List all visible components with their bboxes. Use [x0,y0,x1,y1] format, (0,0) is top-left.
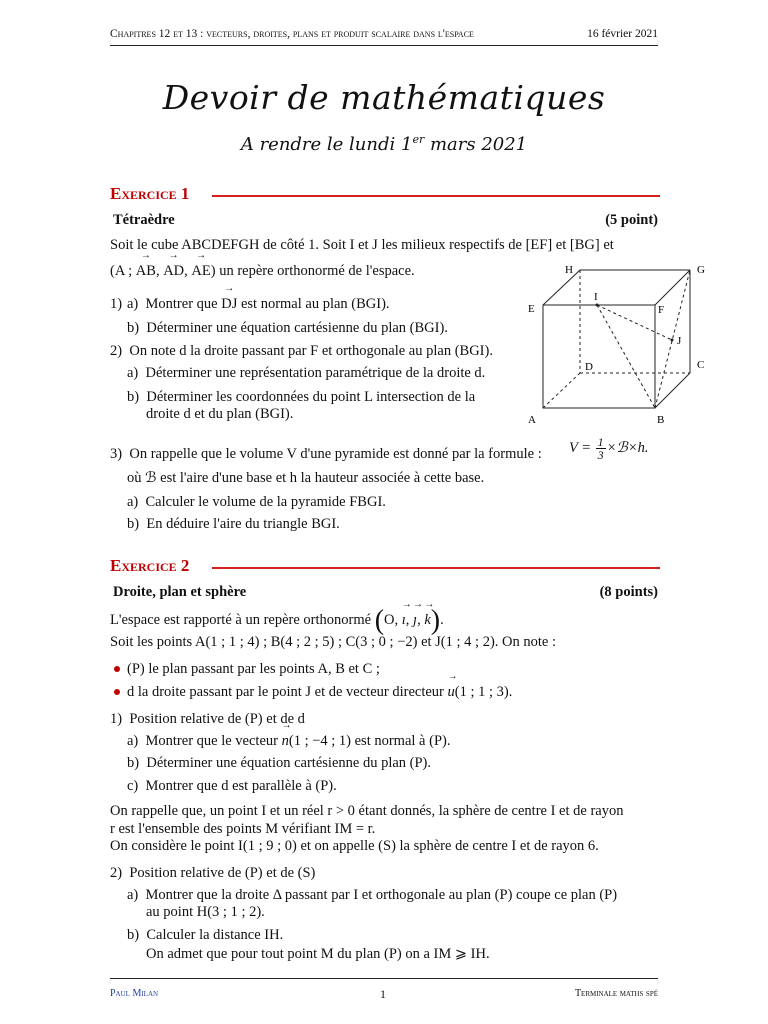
footer-author: Paul Milan [110,988,159,999]
ex1-q1b [127,319,448,337]
ex1-q2-number: 2) [110,343,123,359]
ex2-q1c [127,777,337,795]
ex1-q3-text: On rappelle que le volume V d'une pyramide est donné par la formule : [129,446,542,462]
exercise-1-heading: Exercice 1 [110,184,190,203]
ex2-bullet-1: (P) le plan passant par les points A, B et C ; [127,661,380,677]
ex2-q1a-label: a) [127,733,139,749]
ex2-q2-number: 2) [110,865,123,881]
ex2-q2a-line-2: au point H(3 ; 1 ; 2). [146,904,265,920]
formula-numerator: 1 [597,435,604,449]
page-subtitle [0,128,768,157]
paren-close: ) [430,605,441,636]
ex2-q2 [110,864,315,882]
vector-ad: → AD [163,262,184,280]
ex2-q2-text: Position relative de (P) et de (S) [129,865,316,881]
cube-label-i: I [594,291,598,303]
cube-label-e: E [528,303,535,315]
ex2-q2b-line-2: On admet que pour tout point M du plan (P) on a IM ⩾ IH. [146,946,490,962]
ex1-intro-frame-close: ) un repère orthonormé de l'espace. [210,263,415,279]
formula-v: V = [569,439,592,456]
cube-label-c: C [697,359,705,371]
exercise-1-topic: Tétraèdre [113,212,175,228]
ex2-bullet-2-text: d la droite passant par le point J et de vecteur directeur [127,684,444,700]
paren-open: ( [374,605,385,636]
ex1-q2b [127,388,475,406]
ex1-q3b [127,515,340,533]
subtitle-sup: er [412,133,425,146]
ex2-q1b [127,754,431,772]
ex2-q1a-post: (1 ; −4 ; 1) est normal à (P). [288,733,451,749]
running-header-chapter: Chapitres 12 et 13 : vecteurs, droites, plans et produit scalaire dans l'espace [110,28,474,40]
ex2-q1a-pre: Montrer que le vecteur [145,733,278,749]
ex2-intro-line-2: Soit les points A(1 ; 1 ; 4) ; B(4 ; 2 ; 5) ; C(3 ; 0 ; −2) et J(1 ; 4 ; 2). On note : [110,634,556,650]
bullet-2-marker [114,689,120,695]
ex1-q1b-label: b) [127,320,140,336]
ex1-q1-number: 1) [110,296,123,312]
exercise-2-rule [212,567,660,569]
exercise-2-topic: Droite, plan et sphère [113,584,247,600]
ex1-intro-line-1: Soit le cube ABCDEFGH de côté 1. Soit I et J les milieux respectifs de [EF] et [BG] et [110,237,614,253]
ex1-q3a [127,493,386,511]
vector-ae: → AE [191,262,210,280]
ex1-q1a-label: a) [127,296,139,312]
formula-denominator: 3 [597,448,604,462]
ex1-q2b-text-1: Déterminer les coordonnées du point L intersection de la [146,389,476,405]
cube-label-d: D [585,361,593,373]
ex2-q1b-text: Déterminer une équation cartésienne du plan (P). [146,755,431,771]
ex2-bullet-2 [127,683,512,701]
ex1-intro-line-2: (A ; → AB, → AD, → AE) un repère orthonormé de l'espace. [110,262,415,280]
ex1-q3-formula [569,436,648,461]
cube-label-a: A [528,414,536,426]
vector-i: → ı [402,611,406,629]
ex1-q3-note: où ℬ est l'aire d'une base et h la hauteur associée à cette base. [127,470,485,486]
cube-label-g: G [697,264,705,276]
ex1-q2 [110,342,493,360]
ex1-q2a-label: a) [127,365,139,381]
ex2-rappel-line-1: On rappelle que, un point I et un réel r > 0 étant donnés, la sphère de centre I et de rayon [110,803,624,819]
vector-ab: → AB [136,262,156,280]
ex2-q1 [110,710,305,728]
vector-n: → n [282,732,289,750]
ex2-q2b-label: b) [127,927,140,943]
ex1-q2b-label: b) [127,389,140,405]
ex2-q1-number: 1) [110,711,123,727]
footer-page-number: 1 [380,987,386,1001]
ex2-q2b-text-1: Calculer la distance IH. [146,927,284,943]
formula-fraction [596,436,606,461]
bullet-1-marker [114,666,120,672]
ex2-q2a-label: a) [127,887,139,903]
cube-label-f: F [658,304,665,316]
subtitle-before: A rendre le lundi 1 [240,134,413,155]
ex1-q3b-text: En déduire l'aire du triangle BGI. [146,516,340,532]
ex2-q1-text: Position relative de (P) et de d [129,711,305,727]
ex2-q1c-label: c) [127,778,139,794]
ex1-q2a-text: Déterminer une représentation paramétrique de la droite d. [145,365,486,381]
exercise-2-points: (8 points) [599,584,658,600]
ex1-q2b-line-2: droite d et du plan (BGI). [146,406,294,422]
vector-k: → k [424,611,430,629]
ex1-q3a-label: a) [127,494,139,510]
vector-u: → u [448,683,455,701]
ex2-origin: O, [384,612,399,628]
exercise-2-heading: Exercice 2 [110,556,190,575]
ex2-intro-line-1: L'espace est rapporté à un repère orthonormé (O, → ı, → ȷ, → k). [110,611,444,630]
cube-figure [520,258,720,428]
ex2-bullet-2-coords: (1 ; 1 ; 3). [454,684,513,700]
ex2-intro-text: L'espace est rapporté à un repère orthonormé [110,612,372,628]
ex1-q1b-text: Déterminer une équation cartésienne du plan (BGI). [146,320,448,336]
ex1-q1a [127,295,390,313]
vector-dj: → DJ [221,295,237,313]
ex2-q2a [127,886,617,904]
exercise-1-rule [212,195,660,197]
ex1-q2a [127,364,485,382]
cube-label-h: H [565,264,573,276]
ex1-q2-text: On note d la droite passant par F et orthogonale au plan (BGI). [129,343,493,359]
ex1-q3-number: 3) [110,446,123,462]
point-i-dot [596,304,599,307]
ex2-q1b-label: b) [127,755,140,771]
footer-course: Terminale maths spé [574,988,658,999]
ex2-q2b [127,926,283,944]
subtitle-after: mars 2021 [424,134,528,155]
footer-rule [110,978,658,979]
ex1-q3b-label: b) [127,516,140,532]
exercise-1-points: (5 point) [605,212,658,228]
ex1-q3 [110,445,542,463]
ex2-q1c-text: Montrer que d est parallèle à (P). [145,778,337,794]
ex1-q1a-post: est normal au plan (BGI). [240,296,390,312]
header-rule [110,45,658,46]
ex2-q2a-text-1: Montrer que la droite Δ passant par I et orthogonale au plan (P) coupe ce plan (P) [145,887,618,903]
ex2-rappel-line-3: On considère le point I(1 ; 9 ; 0) et on appelle (S) la sphère de centre I et de rayon 6. [110,838,599,854]
ex1-q1a-pre: Montrer que [145,296,218,312]
vector-j: → ȷ [413,611,417,629]
running-header-date: 16 février 2021 [587,28,658,40]
ex2-rappel-line-2: r est l'ensemble des points M vérifiant IM = r. [110,821,376,837]
cube-label-j: J [677,335,682,347]
ex2-q1a [127,732,450,750]
cube-label-b: B [657,414,665,426]
point-j-dot [671,339,674,342]
formula-rest: ×ℬ×h. [606,439,649,456]
page-title: Devoir de mathématiques [162,78,606,117]
ex1-intro-frame-open: (A ; [110,263,133,279]
ex1-q3a-text: Calculer le volume de la pyramide FBGI. [145,494,386,510]
